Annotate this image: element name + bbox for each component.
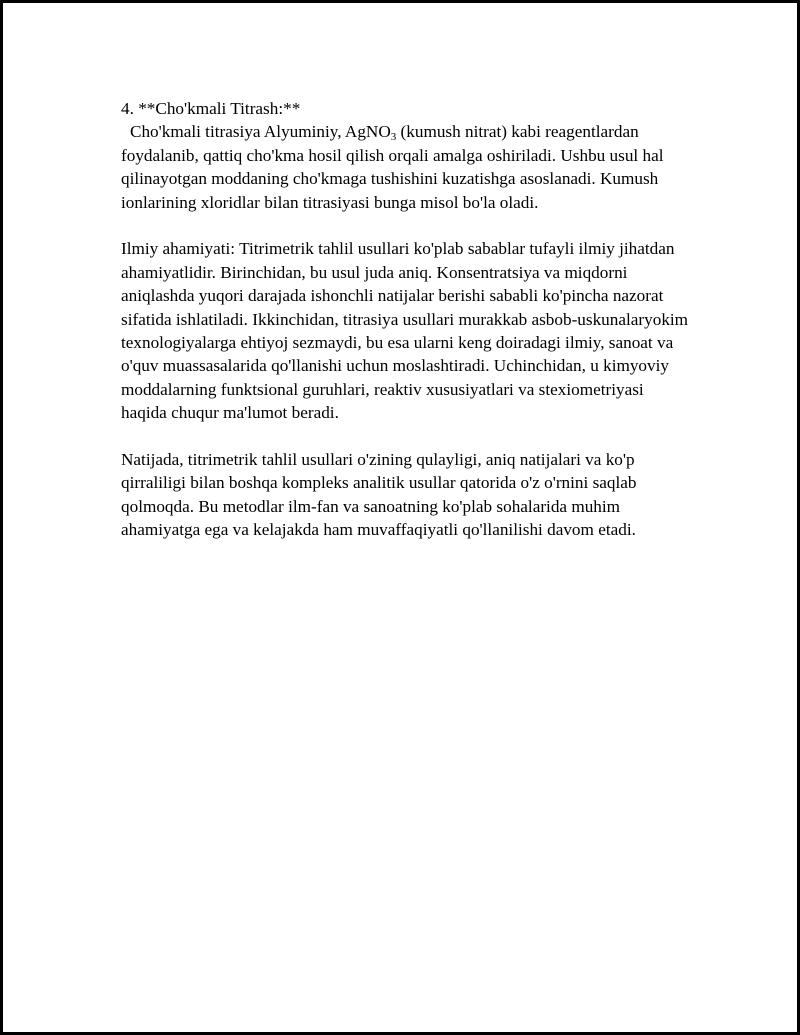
scientific-significance-paragraph: Ilmiy ahamiyati: Titrimetrik tahlil usullari ko'plab sabablar tufayli ilmiy jihatdan ahamiyatlidir. Birinchidan, bu usul juda aniq. Konsentratsiya va miqdorni aniqlashda yuqori darajada ishonchli natijalar berishi sababli ko'pincha nazorat sifatida ishlatiladi. Ikkinchidan, titrasiya usullari murakkab asbob-uskunalaryokim texnologiyalarga ehtiyoj sezmaydi, bu esa ularni keng doiradagi ilmiy, sanoat va o'quv muassasalarida qo'llanishi uchun moslashtiradi. Uchinchidan, u kimyoviy moddalarning funktsional guruhlari, reaktiv xususiyatlari va stexiometriyasi haqida chuqur ma'lumot beradi.	[121, 239, 689, 423]
conclusion-paragraph: Natijada, titrimetrik tahlil usullari o'zining qulayligi, aniq natijalari va ko'p qirraliligi bilan boshqa kompleks analitik usullar qatorida o'z o'rnini saqlab qolmoqda. Bu metodlar ilm-fan va sanoatning ko'plab sohalarida muhim ahamiyatga ega va kelajakda ham muvaffaqiyatli qo'llanilishi davom etadi.	[121, 450, 637, 540]
paragraph-text-start: Cho'kmali titrasiya Alyuminiy, AgNO	[130, 122, 391, 142]
section-heading: 4. **Cho'kmali Titrash:**	[121, 99, 301, 118]
paragraph-text-end: (kumush nitrat) kabi reagentlardan foydalanib, qattiq cho'kma hosil qilish orqali amalga oshiriladi. Ushbu usul hal qilinayotgan moddaning cho'kmaga tushishini kuzatishga asoslanadi. Kumush ionlarining xloridlar bilan titrasiyasi bunga misol bo'la oladi.	[121, 122, 664, 212]
document-body	[121, 97, 693, 542]
subscript-three: 3	[390, 131, 397, 144]
precipitation-titration-paragraph	[121, 120, 693, 214]
paragraph-gap	[121, 425, 693, 448]
paragraph-gap	[121, 214, 693, 237]
